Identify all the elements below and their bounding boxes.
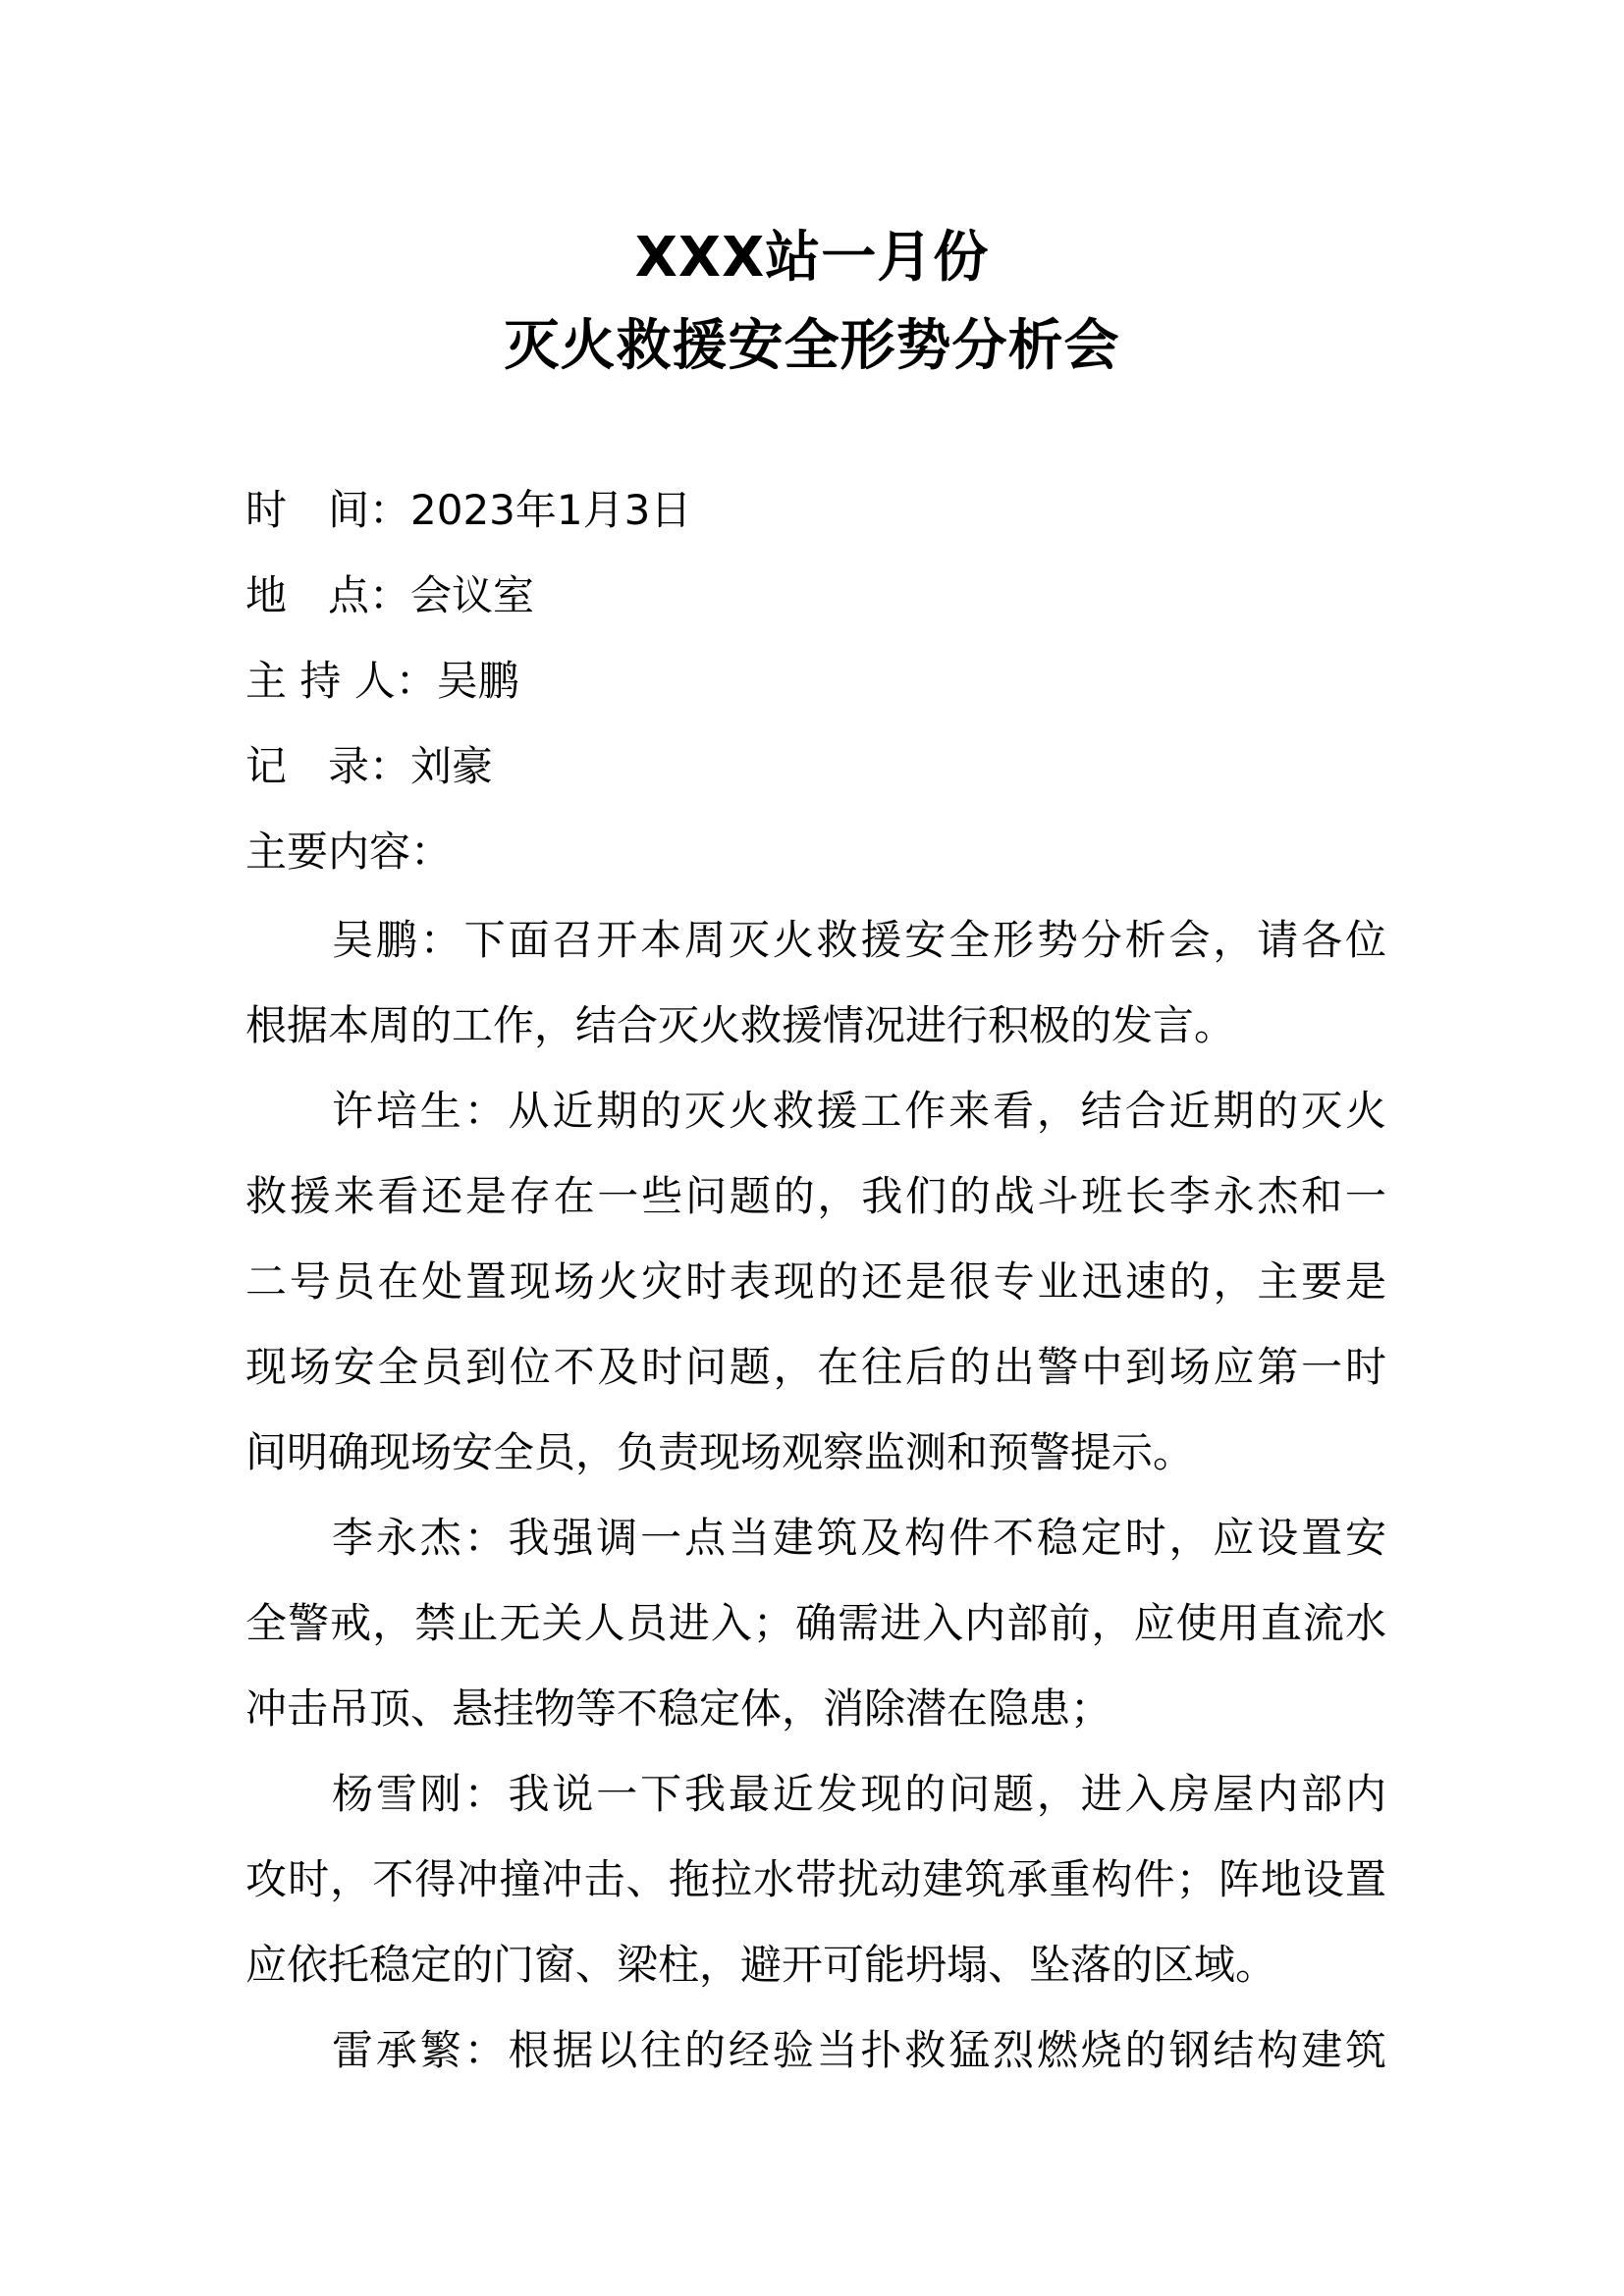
document-title-line2: 灭火救援安全形势分析会 xyxy=(504,314,1120,378)
paragraph-line: 全警戒，禁止无关人员进入；确需进入内部前，应使用直流水 xyxy=(245,1599,1386,1647)
meta-host-label: 主 持 人： xyxy=(245,657,437,705)
paragraph-line: 李永杰：我强调一点当建筑及构件不稳定时，应设置安 xyxy=(332,1514,1386,1562)
meta-place xyxy=(245,568,534,623)
content-heading: 主要内容： xyxy=(245,828,453,876)
meta-host-value: 吴鹏 xyxy=(436,657,519,705)
paragraph-line: 间明确现场安全员，负责现场观察监测和预警提示。 xyxy=(245,1428,1195,1476)
paragraph-line: 冲击吊顶、悬挂物等不稳定体，消除潜在隐患； xyxy=(245,1684,1112,1733)
paragraph-line: 救援来看还是存在一些问题的，我们的战斗班长李永杰和一 xyxy=(245,1172,1386,1220)
meta-place-value: 会议室 xyxy=(410,571,535,619)
meta-time-label: 时 间： xyxy=(245,486,411,534)
meta-time-value: 2023年1月3日 xyxy=(410,486,692,534)
paragraph-line: 许培生：从近期的灭火救援工作来看，结合近期的灭火 xyxy=(332,1087,1386,1135)
paragraph-line: 二号员在处置现场火灾时表现的还是很专业迅速的，主要是 xyxy=(245,1257,1386,1306)
paragraph-line: 现场安全员到位不及时问题，在往后的出警中到场应第一时 xyxy=(245,1343,1386,1391)
paragraph-line: 应依托稳定的门窗、梁柱，避开可能坍塌、坠落的区域。 xyxy=(245,1941,1277,1989)
paragraph-line: 攻时，不得冲撞冲击、拖拉水带扰动建筑承重构件；阵地设置 xyxy=(245,1855,1386,1903)
paragraph-line: 杨雪刚：我说一下我最近发现的问题，进入房屋内部内 xyxy=(332,1770,1386,1818)
meta-recorder xyxy=(245,739,493,794)
paragraph-line: 根据本周的工作，结合灭火救援情况进行积极的发言。 xyxy=(245,1001,1236,1049)
meta-place-label: 地 点： xyxy=(245,571,411,619)
paragraph-line: 吴鹏：下面召开本周灭火救援安全形势分析会，请各位 xyxy=(332,916,1386,964)
meta-time xyxy=(245,483,691,538)
paragraph-line: 雷承繁：根据以往的经验当扑救猛烈燃烧的钢结构建筑 xyxy=(332,2026,1386,2074)
meta-recorder-label: 记 录： xyxy=(245,742,411,790)
document-title-line1: XXX站一月份 xyxy=(634,226,990,290)
meta-recorder-value: 刘豪 xyxy=(410,742,494,790)
meta-host xyxy=(245,654,519,709)
